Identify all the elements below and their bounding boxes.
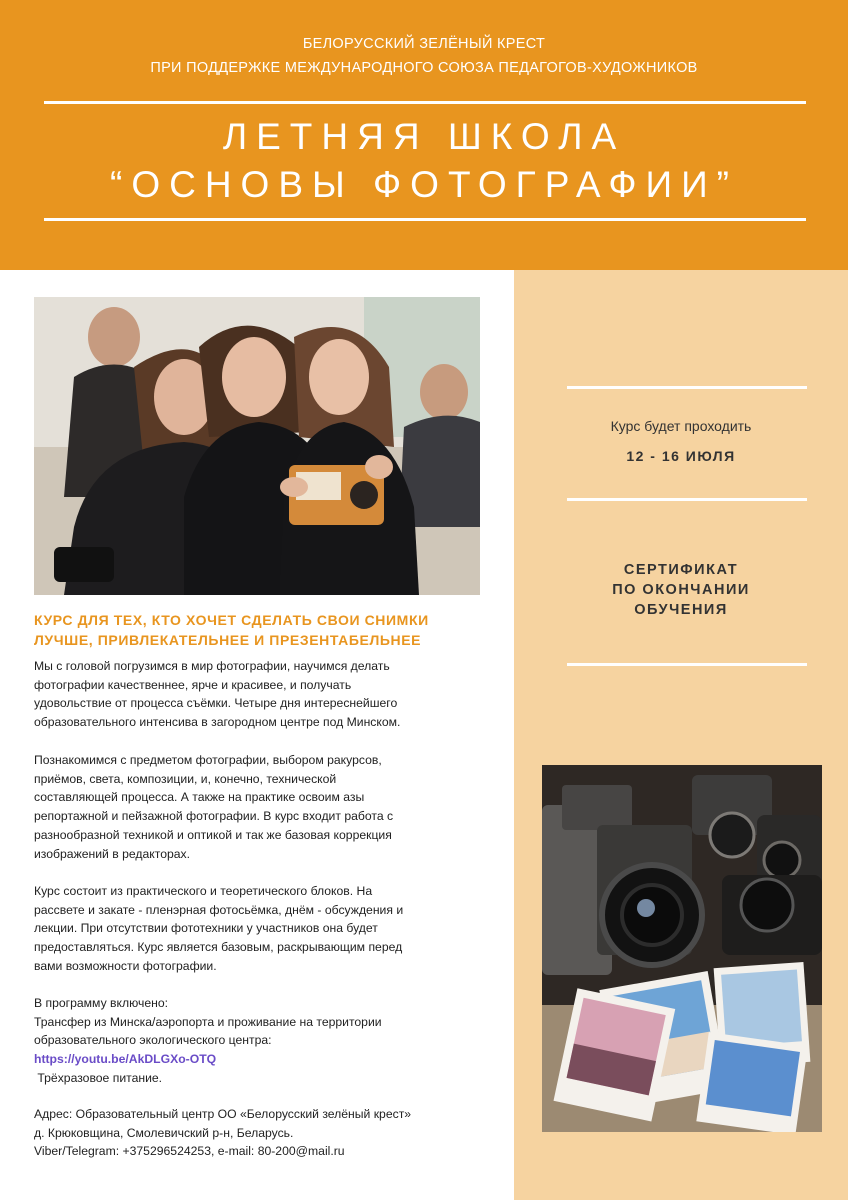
video-link[interactable]: https://youtu.be/AkDLGXo-OTQ: [34, 1052, 217, 1067]
text-line: удовольствие от процесса съёмки. Четыре дня интереснейшего: [34, 696, 398, 711]
certificate-line: СЕРТИФИКАТ: [623, 562, 739, 578]
text-line: приёмов, света, композиции, и, конечно, технической: [34, 771, 337, 786]
text-line: предоставляться. Курс является базовым, раскрывающим перед: [34, 940, 403, 955]
cameras-photo-illustration: [542, 765, 822, 1132]
text-line: образовательного интенсива в загородном центре под Минском.: [34, 715, 401, 730]
subheading-line: ЛУЧШЕ, ПРИВЛЕКАТЕЛЬНЕЕ И ПРЕЗЕНТАБЕЛЬНЕЕ: [34, 632, 422, 648]
text-line: составляющей процесса. А также на практике освоим азы: [34, 790, 365, 805]
page-title-line2: “ОСНОВЫ ФОТОГРАФИИ”: [110, 164, 738, 205]
divider: [44, 218, 806, 221]
organization-name: БЕЛОРУССКИЙ ЗЕЛЁНЫЙ КРЕСТ: [302, 36, 546, 52]
certificate-note: [514, 560, 848, 620]
course-dates: 12 - 16 ИЮЛЯ: [626, 448, 736, 464]
students-photo-illustration: [34, 297, 480, 595]
program-heading: В программу включено:: [34, 996, 168, 1010]
structure-paragraph: [34, 882, 484, 976]
address-line: Адрес: Образовательный центр ОО «Белорусский зелёный крест»: [34, 1107, 412, 1121]
certificate-line: ПО ОКОНЧАНИИ: [612, 582, 750, 598]
text-line: Трёхразовое питание.: [34, 1070, 163, 1085]
divider: [44, 101, 806, 104]
text-line: Познакомимся с предметом фотографии, выбором ракурсов,: [34, 753, 382, 767]
text-line: Курс состоит из практического и теоретического блоков. На: [34, 884, 373, 898]
text-line: разнообразной техникой и оптикой и так же базовая коррекция: [34, 827, 392, 842]
certificate-line: ОБУЧЕНИЯ: [634, 602, 728, 618]
text-line: репортажной и пейзажной фотографии. В курс входит работа с: [34, 809, 394, 824]
text-line: фотографии качественнее, ярче и красивее, и получать: [34, 677, 352, 692]
text-line: Трансфер из Минска/аэропорта и проживание на территории: [34, 1014, 382, 1029]
page-title-line1: ЛЕТНЯЯ ШКОЛА: [222, 116, 626, 157]
header-banner: [0, 0, 848, 270]
address-line: д. Крюковщина, Смолевичский р-н, Беларусь.: [34, 1125, 294, 1140]
text-line: рассвете и закате - пленэрная фотосьёмка, днём - обсуждения и: [34, 902, 404, 917]
subheading-line: КУРС ДЛЯ ТЕХ, КТО ХОЧЕТ СДЕЛАТЬ СВОИ СНИМКИ: [34, 612, 429, 628]
students-photo: [34, 297, 480, 595]
text-line: образовательного экологического центра:: [34, 1033, 272, 1048]
divider: [567, 663, 807, 666]
divider: [567, 386, 807, 389]
text-line: Мы с головой погрузимся в мир фотографии, научимся делать: [34, 659, 390, 673]
text-line: изображений в редакторах.: [34, 846, 191, 861]
intro-paragraph: [34, 657, 484, 732]
organization-support: ПРИ ПОДДЕРЖКЕ МЕЖДУНАРОДНОГО СОЮЗА ПЕДАГОГОВ-ХУДОЖНИКОВ: [150, 60, 698, 76]
topics-paragraph: [34, 751, 484, 863]
course-subheading: [34, 610, 504, 650]
contact-line: Viber/Telegram: +375296524253, e-mail: 80-200@mail.ru: [34, 1144, 345, 1159]
program-section: [34, 994, 484, 1088]
text-line: вами возможности фотографии.: [34, 958, 217, 973]
text-line: лекции. При отсутствии фототехники у участников она будет: [34, 921, 378, 936]
divider: [567, 498, 807, 501]
cameras-photo: [542, 765, 822, 1132]
course-when-label: Курс будет проходить: [610, 418, 752, 434]
contacts-section: [34, 1105, 484, 1161]
